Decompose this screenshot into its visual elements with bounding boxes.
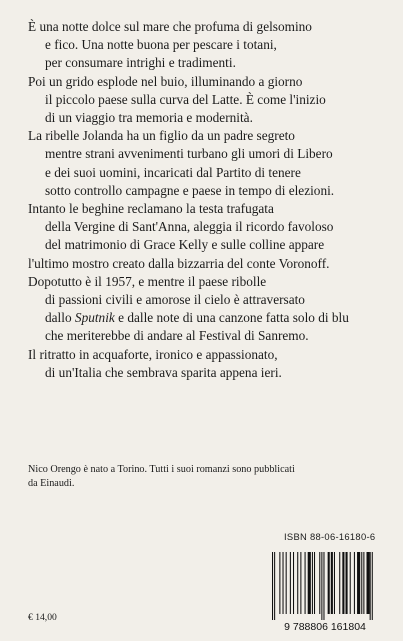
blurb-line: Poi un grido esplode nel buio, illuminando a giorno xyxy=(28,73,303,89)
blurb-line: mentre strani avvenimenti turbano gli umori di Libero xyxy=(45,146,333,162)
blurb-line: Intanto le beghine reclamano la testa trafugata xyxy=(28,201,274,217)
barcode-bar xyxy=(346,552,348,614)
barcode-bar xyxy=(290,552,291,614)
blurb-line: e dei suoi uomini, incaricati dal Partito di tenere xyxy=(45,164,301,180)
barcode-bar xyxy=(339,552,340,614)
barcode-bar xyxy=(293,552,294,614)
barcode-bar xyxy=(323,552,324,620)
barcode-bar xyxy=(286,552,287,614)
blurb-text-span: e dalle note di una canzone fatta solo di blu xyxy=(114,310,349,326)
blurb-line: del matrimonio di Grace Kelly e sulle colline appare xyxy=(45,237,325,253)
barcode-bar xyxy=(283,552,284,614)
author-note-line: Nico Orengo è nato a Torino. Tutti i suoi romanzi sono pubblicati xyxy=(28,464,295,475)
barcode-bar xyxy=(300,552,301,614)
blurb-line: il piccolo paese sulla curva del Latte. È come l'inizio xyxy=(45,91,326,107)
barcode-bar xyxy=(363,552,364,614)
blurb-line: di un'Italia che sembrava sparita appena ieri. xyxy=(45,364,282,380)
barcode-bar xyxy=(279,552,280,614)
barcode xyxy=(262,550,388,632)
isbn-label: ISBN 88-06-16180-6 xyxy=(284,531,376,542)
blurb-line: sotto controllo campagne e paese in tempo di elezioni. xyxy=(45,182,335,198)
barcode-bar xyxy=(334,552,335,614)
barcode-bar xyxy=(321,552,322,620)
barcode-bar xyxy=(357,552,360,614)
blurb-line: Il ritratto in acquaforte, ironico e appassionato, xyxy=(28,346,278,362)
barcode-digits: 9 788806 161804 xyxy=(284,621,366,632)
barcode-bar xyxy=(331,552,333,614)
price-label: € 14,00 xyxy=(28,612,57,623)
blurb-line: di passioni civili e amorose il cielo è attraversato xyxy=(45,292,305,308)
blurb-line-sputnik xyxy=(28,309,388,327)
blurb-line: La ribelle Jolanda ha un figlio da un padre segreto xyxy=(28,128,295,144)
barcode-bar xyxy=(314,552,315,614)
blurb-line: di un viaggio tra memoria e modernità. xyxy=(45,110,253,126)
barcode-bar xyxy=(297,552,298,614)
barcode-bar xyxy=(319,552,320,614)
blurb-line: che meriterebbe di andare al Festival di Sanremo. xyxy=(45,328,309,344)
barcode-bar xyxy=(370,552,371,620)
barcode-bar xyxy=(328,552,330,614)
blurb-line: della Vergine di Sant'Anna, aleggia il ricordo favoloso xyxy=(45,219,334,235)
barcode-bar xyxy=(312,552,313,614)
author-note xyxy=(28,463,378,491)
barcode-bar xyxy=(274,552,275,620)
blurb-line: e fico. Una notte buona per pescare i totani, xyxy=(45,37,277,53)
barcode-bar xyxy=(308,552,311,614)
barcode-bar xyxy=(342,552,344,614)
barcode-bar xyxy=(367,552,370,614)
barcode-bar xyxy=(350,552,351,614)
blurb-text-span: dallo xyxy=(45,310,75,326)
blurb-text xyxy=(28,18,388,382)
barcode-bar xyxy=(272,552,273,620)
barcode-bar xyxy=(354,552,355,614)
sputnik-italic: Sputnik xyxy=(74,310,115,326)
barcode-bar xyxy=(361,552,362,614)
blurb-line: per consumare intrighi e tradimenti. xyxy=(45,55,236,71)
blurb-line: È una notte dolce sul mare che profuma di gelsomino xyxy=(28,19,312,34)
barcode-bar xyxy=(372,552,373,620)
author-note-line: da Einaudi. xyxy=(28,478,75,489)
blurb-line: Dopotutto è il 1957, e mentre il paese ribolle xyxy=(28,273,267,289)
blurb-line: l'ultimo mostro creato dalla bizzarria del conte Voronoff. xyxy=(28,255,330,271)
barcode-bar xyxy=(305,552,306,614)
